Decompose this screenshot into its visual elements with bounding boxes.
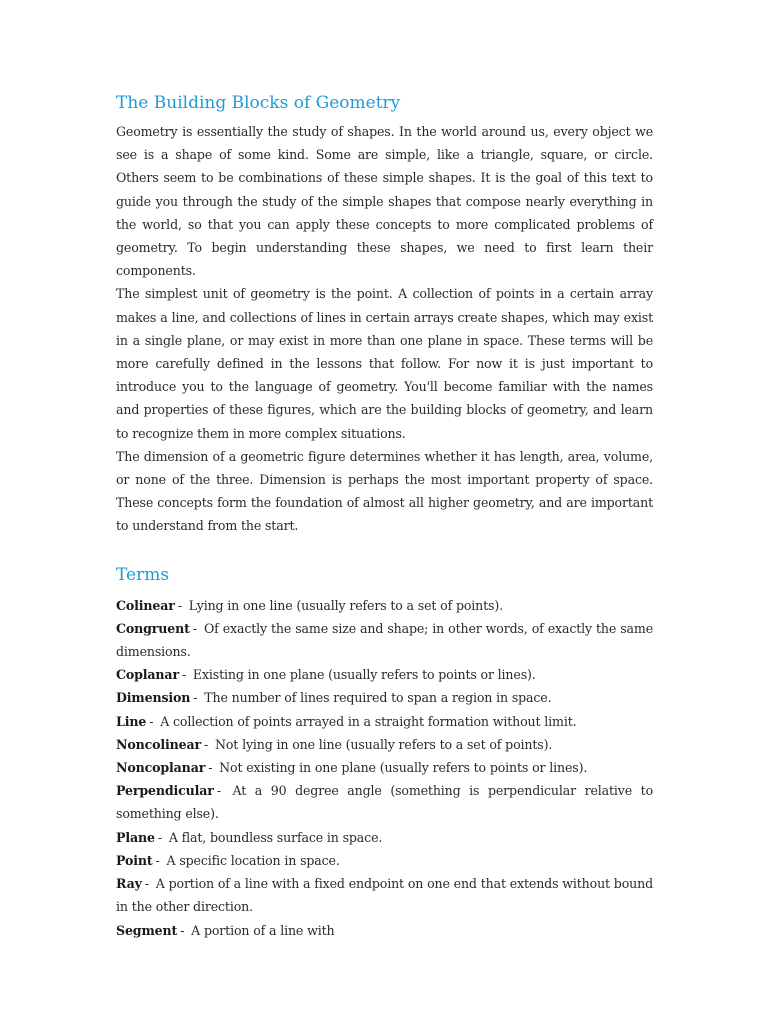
term-name: Line bbox=[116, 713, 147, 729]
intro-paragraph-3: The dimension of a geometric figure determines whether it has length, area, volume, or none of the three. Dimension is perhaps the most important property of space. These concepts form the foundation of almost all higher geometry, and are important to understand from the start. bbox=[116, 448, 653, 534]
term-separator: - bbox=[155, 852, 160, 868]
page-title: The Building Blocks of Geometry bbox=[116, 93, 401, 113]
term-definition: Of exactly the same size and shape; in other words, of exactly the same dimensions. bbox=[116, 620, 653, 660]
term-separator: - bbox=[204, 736, 209, 752]
term-separator: - bbox=[216, 783, 221, 799]
term-name: Ray bbox=[116, 876, 142, 892]
term-definition: A collection of points arrayed in a straight formation without limit. bbox=[160, 713, 577, 729]
term-definition: A specific location in space. bbox=[166, 852, 340, 868]
term-name: Noncolinear bbox=[116, 736, 202, 752]
term-name: Plane bbox=[116, 829, 155, 845]
document-page bbox=[116, 88, 653, 942]
term-separator: - bbox=[149, 713, 154, 729]
term-separator: - bbox=[181, 667, 187, 683]
term-name: Perpendicular bbox=[116, 783, 214, 799]
term-definition: The number of lines required to span a region in space. bbox=[204, 690, 552, 706]
term-entry bbox=[116, 663, 653, 686]
term-separator: - bbox=[208, 760, 213, 776]
term-separator: - bbox=[193, 690, 198, 706]
term-separator: - bbox=[177, 597, 182, 613]
term-definition: A flat, boundless surface in space. bbox=[168, 829, 383, 845]
term-name: Dimension bbox=[116, 690, 191, 706]
term-entry bbox=[116, 872, 653, 918]
term-entry bbox=[116, 617, 653, 663]
term-definition: At a 90 degree angle (something is perpendicular relative to something else). bbox=[116, 783, 654, 822]
intro-paragraph-1: Geometry is essentially the study of shapes. In the world around us, every object we see is a shape of some kind. Some are simple, like a triangle, square, or circle. Others seem to be combinations of these simple shapes. It is the goal of this text to guide you through the study of the simple shapes that compose nearly everything in the world, so that you can apply these concepts to more complicated problems of geometry. To begin understanding these shapes, we need to first learn their components. bbox=[116, 124, 653, 279]
term-entry bbox=[116, 756, 653, 779]
term-name: Coplanar bbox=[116, 667, 179, 683]
term-definition: Not lying in one line (usually refers to a set of points). bbox=[215, 736, 553, 752]
terms-heading: Terms bbox=[116, 564, 170, 585]
term-entry bbox=[116, 849, 653, 872]
term-separator: - bbox=[157, 829, 162, 845]
term-entry bbox=[116, 779, 653, 825]
term-entry bbox=[116, 686, 653, 709]
term-definition: A portion of a line with bbox=[191, 922, 335, 938]
term-definition: Lying in one line (usually refers to a set of points). bbox=[188, 597, 503, 613]
term-entry bbox=[116, 919, 653, 942]
term-entry bbox=[116, 710, 653, 733]
terms-list bbox=[116, 594, 653, 942]
term-separator: - bbox=[192, 620, 197, 636]
term-definition: Existing in one plane (usually refers to points or lines). bbox=[192, 667, 536, 683]
term-separator: - bbox=[180, 922, 185, 938]
intro-paragraph-2: The simplest unit of geometry is the point. A collection of points in a certain array makes a line, and collections of lines in certain arrays create shapes, which may exist in a single plane, or may exist in more than one plane in space. These terms will be more carefully defined in the lessons that follow. For now it is just important to introduce you to the language of geometry. You'll become familiar with the names and properties of these figures, which are the building blocks of geometry, and learn to recognize them in more complex situations. bbox=[116, 286, 653, 441]
term-definition: Not existing in one plane (usually refers to points or lines). bbox=[219, 760, 588, 776]
term-entry bbox=[116, 733, 653, 756]
term-entry bbox=[116, 826, 653, 849]
term-name: Noncoplanar bbox=[116, 760, 206, 776]
term-separator: - bbox=[144, 876, 149, 892]
term-name: Segment bbox=[116, 922, 178, 938]
term-definition: A portion of a line with a fixed endpoint on one end that extends without bound in the other direction. bbox=[116, 876, 653, 915]
term-name: Congruent bbox=[116, 620, 190, 636]
term-name: Colinear bbox=[116, 597, 175, 613]
term-entry bbox=[116, 594, 653, 617]
term-name: Point bbox=[116, 852, 153, 868]
